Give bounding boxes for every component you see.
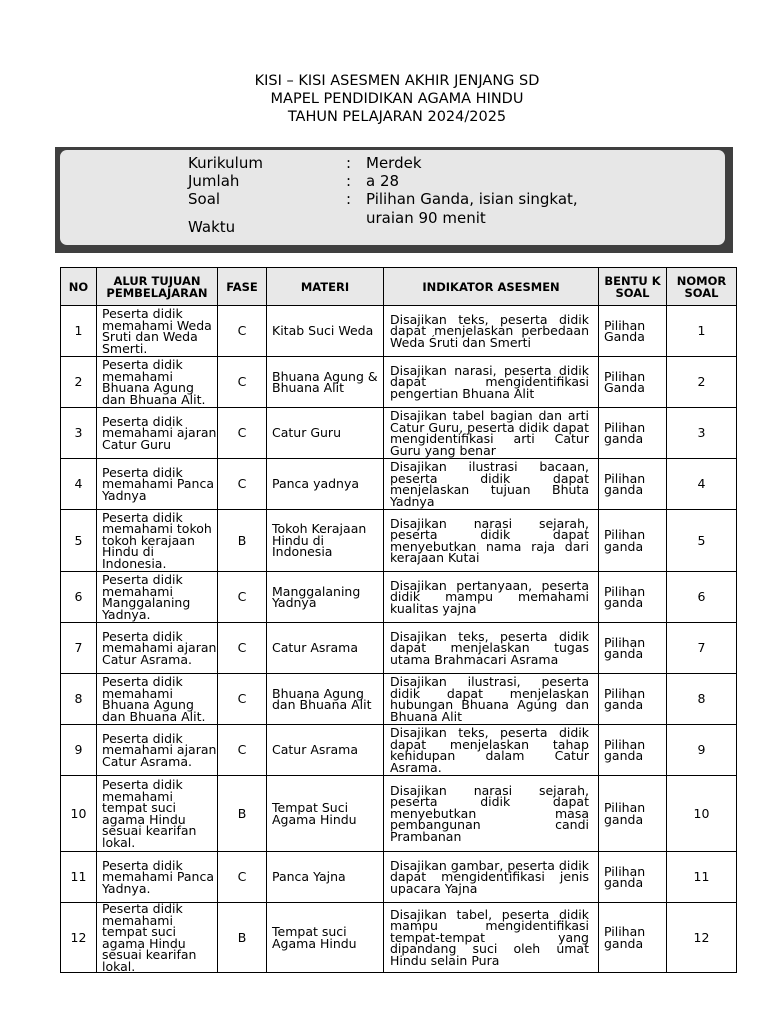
row-materi: Panca yadnya [267, 459, 384, 510]
row-alur: Peserta didik memahami Weda Sruti dan Weda Smerti. [97, 306, 218, 357]
row-bentuk: Pilihan ganda [599, 623, 667, 674]
row-alur: Peserta didik memahami tempat suci agama Hindu sesuai kearifan lokal. [97, 903, 218, 973]
row-nomor: 5 [667, 510, 737, 572]
row-no: 6 [61, 572, 97, 623]
header-fase: FASE [218, 268, 267, 306]
row-alur: Peserta didik memahami tempat suci agama Hindu sesuai kearifan lokal. [97, 776, 218, 852]
row-alur: Peserta didik memahami ajaran Catur Guru [97, 408, 218, 459]
table-header-row [61, 268, 737, 306]
table-body [61, 306, 737, 973]
table-row [61, 725, 737, 776]
waktu-value: uraian 90 menit [366, 209, 486, 227]
row-alur: Peserta didik memahami Bhuana Agung dan Bhuana Alit. [97, 357, 218, 408]
row-materi: Catur Guru [267, 408, 384, 459]
row-materi: Tempat suci Agama Hindu [267, 903, 384, 973]
title-line-1: KISI – KISI ASESMEN AKHIR JENJANG SD [254, 73, 540, 89]
row-nomor: 8 [667, 674, 737, 725]
row-no: 5 [61, 510, 97, 572]
jumlah-label: Jumlah [188, 172, 240, 190]
table-row [61, 510, 737, 572]
row-bentuk: Pilihan ganda [599, 408, 667, 459]
row-materi: Catur Asrama [267, 725, 384, 776]
row-bentuk: Pilihan ganda [599, 572, 667, 623]
row-alur: Peserta didik memahami tokoh tokoh kerajaan Hindu di Indonesia. [97, 510, 218, 572]
row-materi: Tokoh Kerajaan Hindu di Indonesia [267, 510, 384, 572]
row-nomor: 9 [667, 725, 737, 776]
soal-colon: : [346, 190, 352, 208]
row-nomor: 10 [667, 776, 737, 852]
document-title [0, 72, 768, 126]
row-indikator: Disajikan narasi sejarah, peserta didik dapat menyebutkan masa pembangunan candi Prambanan [384, 776, 599, 852]
row-bentuk: Pilihan ganda [599, 510, 667, 572]
row-indikator: Disajikan pertanyaan, peserta didik mampu memahami kualitas yajna [384, 572, 599, 623]
row-fase: C [218, 572, 267, 623]
info-box [60, 150, 725, 245]
row-fase: C [218, 852, 267, 903]
kurikulum-label: Kurikulum [188, 154, 263, 172]
row-indikator: Disajikan teks, peserta didik dapat menjelaskan tahap kehidupan dalam Catur Asrama. [384, 725, 599, 776]
row-nomor: 6 [667, 572, 737, 623]
row-bentuk: Pilihan Ganda [599, 306, 667, 357]
row-no: 8 [61, 674, 97, 725]
row-alur: Peserta didik memahami ajaran Catur Asrama. [97, 725, 218, 776]
row-nomor: 2 [667, 357, 737, 408]
row-indikator: Disajikan teks, peserta didik dapat menjelaskan perbedaan Weda Śruti dan Smerti [384, 306, 599, 357]
row-bentuk: Pilihan Ganda [599, 357, 667, 408]
header-materi: MATERI [267, 268, 384, 306]
row-fase: C [218, 306, 267, 357]
row-materi: Panca Yajna [267, 852, 384, 903]
row-no: 1 [61, 306, 97, 357]
waktu-label: Waktu [188, 218, 236, 236]
row-fase: C [218, 408, 267, 459]
header-no: NO [61, 268, 97, 306]
table-row [61, 572, 737, 623]
row-indikator: Disajikan tabel bagian dan arti Catur Guru, peserta didik dapat mengidentifikasi arti Catur Guru yang benar [384, 408, 599, 459]
row-no: 3 [61, 408, 97, 459]
table-row [61, 408, 737, 459]
row-indikator: Disajikan narasi, peserta didik dapat mengidentifikasi pengertian Bhuana Alit [384, 357, 599, 408]
row-fase: C [218, 357, 267, 408]
table-row [61, 776, 737, 852]
row-indikator: Disajikan ilustrasi bacaan, peserta didik dapat menjelaskan tujuan Bhuta Yadnya [384, 459, 599, 510]
kisi-kisi-table [60, 267, 737, 973]
row-fase: C [218, 623, 267, 674]
row-indikator: Disajikan tabel, peserta didik mampu mengidentifikasi tempat-tempat yang dipandang suci oleh umat Hindu selain Pura [384, 903, 599, 973]
row-alur: Peserta didik memahami ajaran Catur Asrama. [97, 623, 218, 674]
row-materi: Bhuana Agung dan Bhuana Alit [267, 674, 384, 725]
header-alur: ALUR TUJUAN PEMBELAJARAN [97, 268, 218, 306]
row-indikator: Disajikan ilustrasi, peserta didik dapat menjelaskan hubungan Bhuana Agung dan Bhuana Alit [384, 674, 599, 725]
jumlah-colon: : [346, 172, 352, 190]
row-indikator: Disajikan gambar, peserta didik dapat mengidentifikasi jenis upacara Yajna [384, 852, 599, 903]
row-no: 11 [61, 852, 97, 903]
row-bentuk: Pilihan ganda [599, 903, 667, 973]
row-nomor: 1 [667, 306, 737, 357]
row-fase: C [218, 725, 267, 776]
row-alur: Peserta didik memahami Panca Yadnya. [97, 852, 218, 903]
row-no: 4 [61, 459, 97, 510]
row-materi: Tempat Suci Agama Hindu [267, 776, 384, 852]
kurikulum-colon: : [346, 154, 352, 172]
row-bentuk: Pilihan ganda [599, 852, 667, 903]
row-nomor: 7 [667, 623, 737, 674]
kurikulum-value: Merdek [366, 154, 422, 172]
table-row [61, 623, 737, 674]
row-bentuk: Pilihan ganda [599, 674, 667, 725]
row-fase: B [218, 903, 267, 973]
row-indikator: Disajikan teks, peserta didik dapat menjelaskan tugas utama Brahmacari Asrama [384, 623, 599, 674]
row-fase: C [218, 459, 267, 510]
row-no: 12 [61, 903, 97, 973]
jumlah-value: a 28 [366, 172, 400, 190]
row-no: 2 [61, 357, 97, 408]
row-nomor: 11 [667, 852, 737, 903]
row-bentuk: Pilihan ganda [599, 725, 667, 776]
title-line-2: MAPEL PENDIDIKAN AGAMA HINDU [270, 91, 524, 107]
row-nomor: 3 [667, 408, 737, 459]
header-nomor: NOMOR SOAL [667, 268, 737, 306]
info-row-waktu [184, 218, 254, 238]
row-no: 7 [61, 623, 97, 674]
row-fase: C [218, 674, 267, 725]
row-materi: Catur Asrama [267, 623, 384, 674]
row-bentuk: Pilihan ganda [599, 459, 667, 510]
row-bentuk: Pilihan ganda [599, 776, 667, 852]
row-no: 9 [61, 725, 97, 776]
table-row [61, 903, 737, 973]
title-line-3: TAHUN PELAJARAN 2024/2025 [287, 109, 507, 125]
row-materi: Manggalaning Yadnya [267, 572, 384, 623]
table-row [61, 357, 737, 408]
row-alur: Peserta didik memahami Panca Yadnya [97, 459, 218, 510]
row-alur: Peserta didik memahami Manggalaning Yadnya. [97, 572, 218, 623]
row-fase: B [218, 510, 267, 572]
row-indikator: Disajikan narasi sejarah, peserta didik dapat menyebutkan nama raja dari kerajaan Kutai [384, 510, 599, 572]
row-materi: Kitab Suci Weda [267, 306, 384, 357]
row-nomor: 4 [667, 459, 737, 510]
table-row [61, 459, 737, 510]
row-materi: Bhuana Agung & Bhuana Alit [267, 357, 384, 408]
row-nomor: 12 [667, 903, 737, 973]
row-alur: Peserta didik memahami Bhuana Agung dan Bhuana Alit. [97, 674, 218, 725]
soal-value: Pilihan Ganda, isian singkat, [366, 190, 578, 208]
row-fase: B [218, 776, 267, 852]
table-row [61, 674, 737, 725]
table-row [61, 306, 737, 357]
info-box-frame [55, 147, 733, 253]
row-no: 10 [61, 776, 97, 852]
header-indikator: INDIKATOR ASESMEN [384, 268, 599, 306]
header-bentuk: BENTU K SOAL [599, 268, 667, 306]
table-row [61, 852, 737, 903]
soal-label: Soal [188, 190, 221, 208]
